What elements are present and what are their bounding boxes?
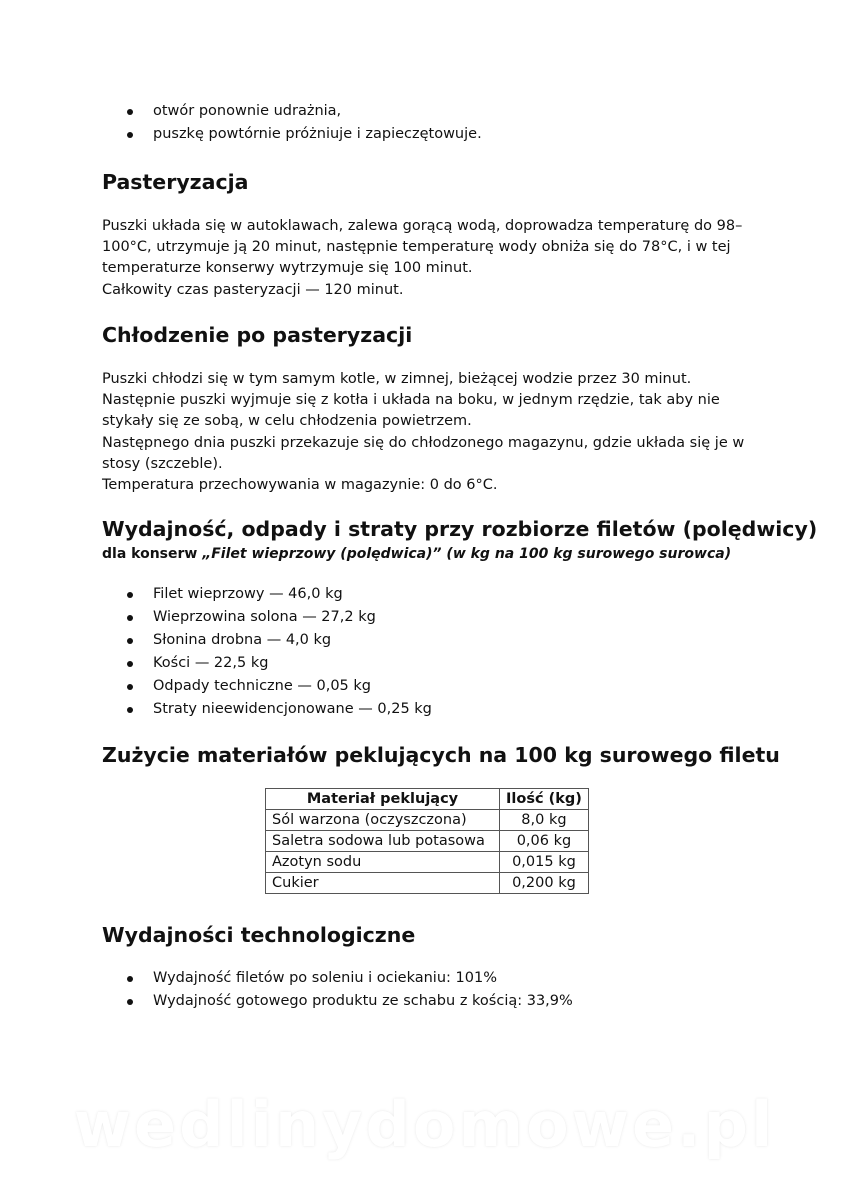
pasteryzacja-body (102, 216, 762, 301)
table-header-row (266, 789, 589, 810)
section-title-chlodzenie: Chłodzenie po pasteryzacji (102, 323, 413, 347)
list-item: puszkę powtórnie próżniuje i zapieczętowuje. (102, 123, 482, 146)
section-subtitle (102, 544, 731, 564)
paragraph: Następnego dnia puszki przekazuje się do chłodzonego magazynu, gdzie układa się je w stosy (szczeble). (102, 434, 745, 472)
subtitle-prefix: dla konserw (102, 546, 203, 562)
table-row (266, 831, 589, 852)
table-cell: Sól warzona (oczyszczona) (266, 810, 500, 831)
table-row (266, 852, 589, 873)
table-cell: 0,200 kg (500, 873, 589, 894)
list-item: Straty nieewidencjonowane — 0,25 kg (102, 698, 432, 721)
section-title-pasteryzacja: Pasteryzacja (102, 170, 249, 194)
section-title-zuzycie: Zużycie materiałów peklujących na 100 kg surowego filetu (102, 743, 780, 767)
paragraph: Następnie puszki wyjmuje się z kotła i układa na boku, w jednym rzędzie, tak aby nie stykały się ze sobą, w celu chłodzenia powietrzem. (102, 392, 720, 430)
section-title-wydajnosc: Wydajność, odpady i straty przy rozbiorze filetów (polędwicy) (102, 517, 818, 541)
column-header: Materiał peklujący (266, 789, 500, 810)
table-cell: Saletra sodowa lub potasowa (266, 831, 500, 852)
list-item: Filet wieprzowy — 46,0 kg (102, 583, 432, 606)
list-item: Kości — 22,5 kg (102, 652, 432, 675)
yield-list (102, 583, 432, 721)
table-cell: 0,06 kg (500, 831, 589, 852)
table-cell: Azotyn sodu (266, 852, 500, 873)
watermark: wedlinydomowe.pl (73, 1088, 776, 1161)
chlodzenie-body (102, 369, 762, 496)
list-item: otwór ponownie udrażnia, (102, 100, 482, 123)
tech-yield-list (102, 967, 573, 1013)
list-item: Wydajność filetów po soleniu i ociekaniu: 101% (102, 967, 573, 990)
paragraph: Całkowity czas pasteryzacji — 120 minut. (102, 281, 404, 298)
paragraph: Puszki układa się w autoklawach, zalewa gorącą wodą, doprowadza temperaturę do 98–100°C, utrzymuje ją 20 minut, następnie temperaturę wody obniża się do 78°C, i w tej temperaturze konserwy wytrzymuje się 100 minut. (102, 218, 743, 277)
table-cell: 8,0 kg (500, 810, 589, 831)
table-row (266, 873, 589, 894)
table-cell: Cukier (266, 873, 500, 894)
paragraph: Temperatura przechowywania w magazynie: 0 do 6°C. (102, 477, 498, 494)
list-item: Wydajność gotowego produktu ze schabu z kością: 33,9% (102, 990, 573, 1013)
section-title-technologiczne: Wydajności technologiczne (102, 923, 416, 947)
top-bullet-list (102, 100, 482, 146)
list-item: Wieprzowina solona — 27,2 kg (102, 606, 432, 629)
list-item: Słonina drobna — 4,0 kg (102, 629, 432, 652)
column-header: Ilość (kg) (500, 789, 589, 810)
subtitle-italic: „Filet wieprzowy (polędwica)” (w kg na 100 kg surowego surowca) (202, 546, 732, 562)
table-row (266, 810, 589, 831)
paragraph: Puszki chłodzi się w tym samym kotle, w zimnej, bieżącej wodzie przez 30 minut. (102, 371, 692, 387)
list-item: Odpady techniczne — 0,05 kg (102, 675, 432, 698)
curing-materials-table (265, 788, 589, 894)
table-cell: 0,015 kg (500, 852, 589, 873)
